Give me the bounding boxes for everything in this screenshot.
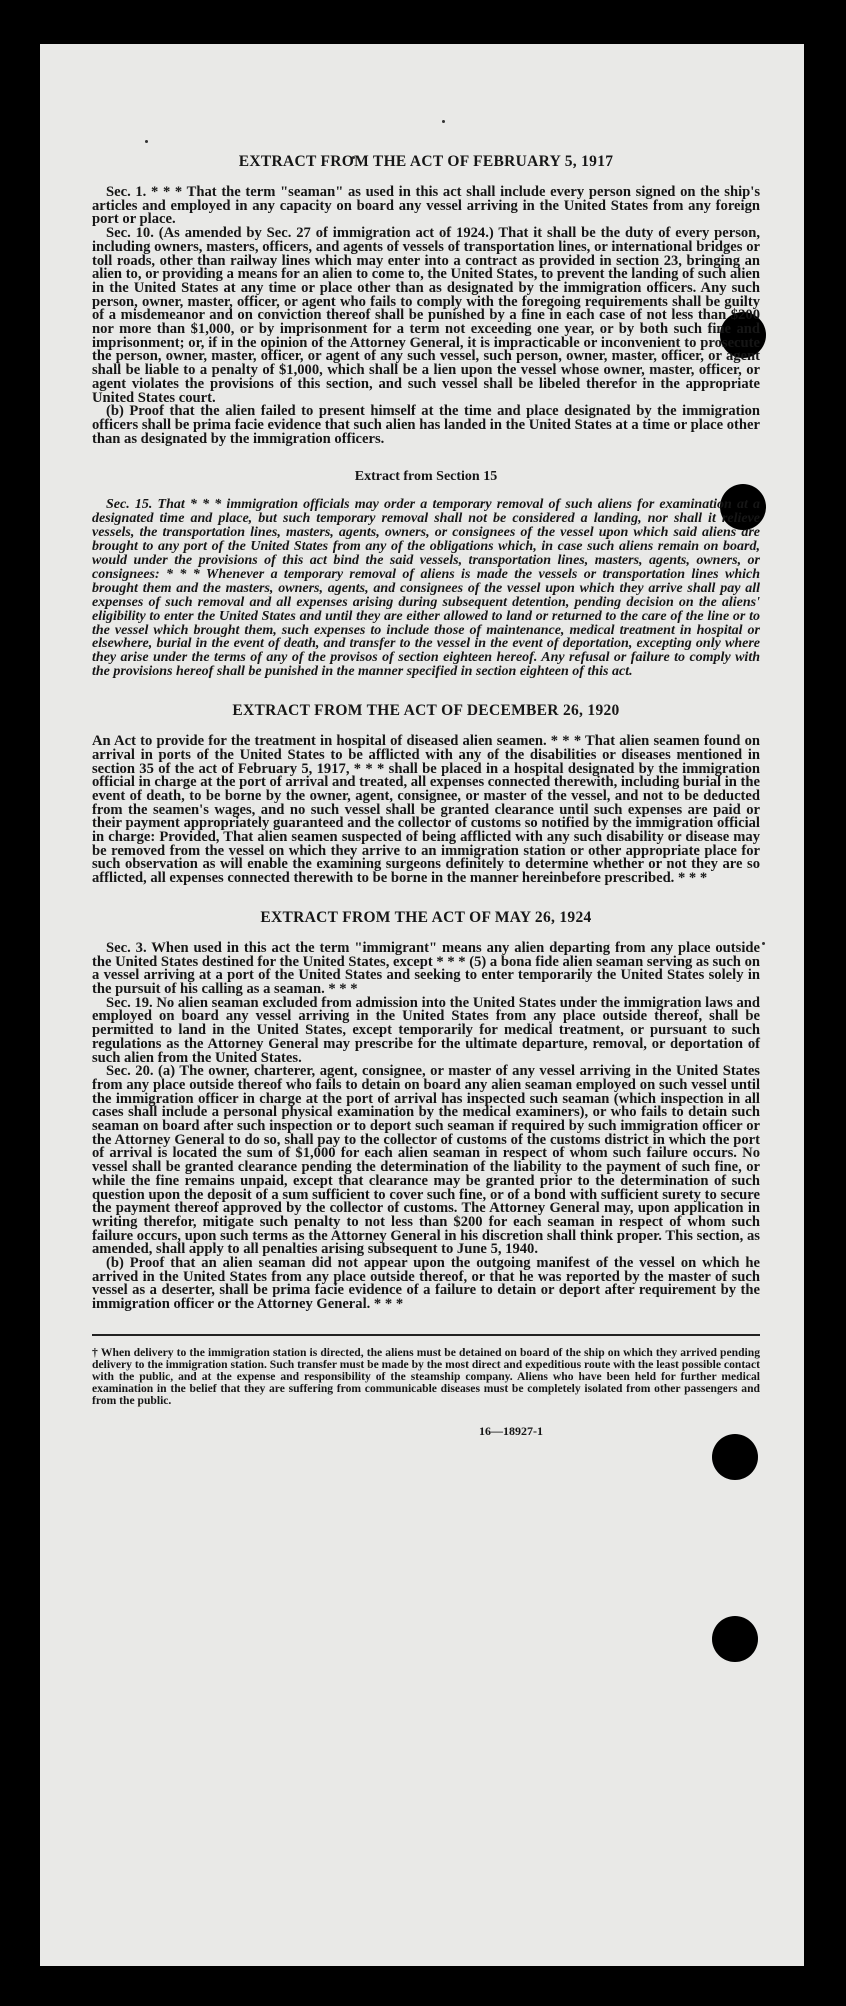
- punch-hole: [712, 1434, 758, 1480]
- paragraph: Sec. 1. * * * That the term "seaman" as used in this act shall include every person signed on the ship's articles and employed in any capacity on board any vessel arriving in the United States from any foreign port or place.: [92, 184, 760, 228]
- section-heading: EXTRACT FROM THE ACT OF MAY 26, 1924: [260, 908, 592, 926]
- italic-paragraph: Sec. 15. That * * * immigration officials may order a temporary removal of such aliens for examination at a designated time and place, but such temporary removal shall not be considered a landing, nor shall it relieve vessels, the transportation lines, masters, agents, owners, or consignees of the vessel upon which said aliens are brought to any port of the United States from any of the obligations which, in case such aliens remain on board, would under the provisions of this act bind the said vessels, transportation lines, masters, agents, owners, or consignees: * * * Whenever a temporary removal of aliens is made the vessels or transportation lines which brought them and the masters, owners, agents, and consignees of the vessel upon which they arrive shall pay all expenses of such removal and all expenses arising during subsequent detention, pending decision on the aliens' eligibility to enter the United States and until they are either allowed to land or returned to the care of the line or to the vessel which brought them, such expenses to include those of maintenance, medical treatment in hospital or elsewhere, burial in the event of death, and transfer to the vessel in the event of deportation, excepting only where they arise under the terms of any of the provisos of section eighteen hereof. Any refusal or failure to comply with the provisions hereof shall be punished in the manner specified in section eighteen of this act.: [92, 497, 760, 680]
- document-number: 16—18927-1: [479, 1424, 543, 1439]
- paragraph: Sec. 20. (a) The owner, charterer, agent, consignee, or master of any vessel arriving in the United States from any place outside thereof who fails to detain on board any alien seaman employed on such vessel until the immigration officer in charge at the port of arrival has inspected such seaman (which inspection in all cases shall include a personal physical examination by the medical examiners), or who fails to detain such seaman on board after such inspection or to deport such seaman if required by such immigration officer or the Attorney General to do so, shall pay to the collector of customs of the customs district in which the port of arrival is located the sum of $1,000 for each alien seaman in respect of whom such failure occurs. No vessel shall be granted clearance pending the determination of the liability to the payment of such fine, or while the fine remains unpaid, except that clearance may be granted prior to the determination of such question upon the deposit of a sum sufficient to cover such fine, or of a bond with sufficient surety to secure the payment thereof approved by the collector of customs. The Attorney General may, upon application in writing therefor, mitigate such penalty to not less than $200 for each seaman in respect of whom such failure occurs, upon such terms as the Attorney General in his discretion shall think proper. This section, as amended, shall apply to all penalties arising subsequent to June 5, 1940.: [92, 1063, 760, 1258]
- section-act-may-1924: [92, 908, 760, 1312]
- section-subheading: Extract from Section 15: [354, 469, 498, 485]
- paragraph: Sec. 3. When used in this act the term "immigrant" means any alien departing from any place outside the United States destined for the United States, except * * * (5) a bona fide alien seaman serving as such on a vessel arriving at a port of the United States and seeking to enter temporarily the United States solely in the pursuit of his calling as a seaman. * * *: [92, 939, 760, 997]
- divider: [92, 1334, 760, 1336]
- document-body: [92, 152, 760, 1439]
- document-page: [40, 44, 804, 1966]
- section-heading: EXTRACT FROM THE ACT OF DECEMBER 26, 1920: [232, 702, 620, 720]
- paragraph: Sec. 10. (As amended by Sec. 27 of immigration act of 1924.) That it shall be the duty of every person, including owners, masters, officers, and agents of vessels of transportation lines, or international bridges or toll roads, other than railway lines which may enter into a contract as provided in section 23, bringing an alien to, or providing a means for an alien to come to, the United States, to prevent the landing of such alien in the United States at any time or place other than as designated by the immigration officers. Any such person, owner, master, officer, or agent who fails to comply with the foregoing requirements shall be guilty of a misdemeanor and on conviction thereof shall be punished by a fine in each case of not less than $200 nor more than $1,000, or by imprisonment for a term not exceeding one year, or by both such fine and imprisonment; or, if in the opinion of the Attorney General, it is impracticable or inconvenient to prosecute the person, owner, master, officer, or agent of any such vessel, such person, owner, master, officer, or agent shall be liable to a penalty of $1,000, which shall be a lien upon the vessel whose owner, master, officer, or agent violates the provisions of this section, and such vessel shall be libeled therefor in the appropriate United States court.: [92, 225, 760, 406]
- paragraph: (b) Proof that an alien seaman did not appear upon the outgoing manifest of the vessel on which he arrived in the United States from any place outside thereof, or that he was reported by the master of such vessel as a deserter, shall be prima facie evidence of a failure to detain or deport after requirement by the immigration officer or the Attorney General. * * *: [92, 1255, 760, 1313]
- punch-hole: [712, 1616, 758, 1662]
- paragraph: An Act to provide for the treatment in hospital of diseased alien seamen. * * * That alien seamen found on arrival in ports of the United States to be afflicted with any of the disabilities or diseases mentioned in section 35 of the act of February 5, 1917, * * * shall be placed in a hospital designated by the immigration official in charge at the port of arrival and treated, all expenses connected therewith, including burial in the event of death, to be borne by the owner, agent, consignee, or master of the vessel, and not to be deducted from the seamen's wages, and no such vessel shall be granted clearance until such expenses are paid or their payment appropriately guaranteed and the collector of customs so notified by the immigration official in charge: Provided, That alien seamen suspected of being afflicted with any such disability or disease may be removed from the vessel on which they arrive to an immigration station or other appropriate place for such observation as will enable the examining surgeons definitely to determine whether or not they are so afflicted, all expenses connected therewith to be borne in the manner hereinbefore prescribed. * * *: [92, 733, 760, 887]
- section-heading: EXTRACT FROM THE ACT OF FEBRUARY 5, 1917: [238, 153, 614, 170]
- section-act-dec-1920: [92, 701, 760, 886]
- paragraph: (b) Proof that the alien failed to present himself at the time and place designated by the immigration officers shall be prima facie evidence that such alien has landed in the United States at a time or place other than as designated by the immigration officers.: [92, 403, 760, 447]
- section-extract-15: [92, 468, 760, 679]
- footnote: † When delivery to the immigration station is directed, the aliens must be detained on board of the ship on which they arrived pending delivery to the immigration station. Such transfer must be made by the most direct and expeditious route with the least possible contact with the public, and at the expense and responsibility of the steamship company. Aliens who have been held for further medical examination in the belief that they are suffering from communicable diseases must be completely isolated from other passengers and from the public.: [92, 1346, 760, 1407]
- paragraph: Sec. 19. No alien seaman excluded from admission into the United States under the immigration laws and employed on board any vessel arriving in the United States from any place outside thereof, shall be permitted to land in the United States, except temporarily for medical treatment, or pursuant to such regulations as the Attorney General may prescribe for the ultimate departure, removal, or deportation of such alien from the United States.: [92, 994, 760, 1066]
- section-act-feb-1917: [92, 152, 760, 446]
